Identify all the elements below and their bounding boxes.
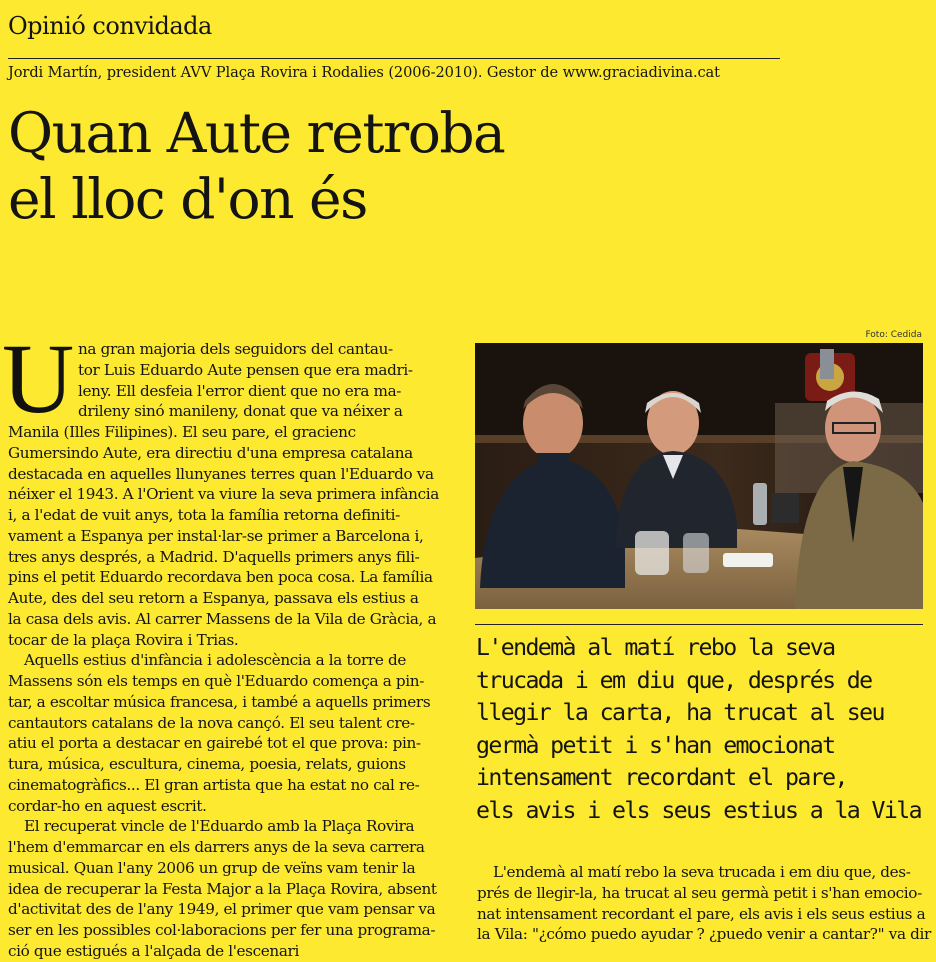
article-line: cantautors catalans de la nova cançó. El seu talent cre-: [8, 713, 415, 732]
article-line: na gran majoria dels seguidors del cantau-: [78, 340, 393, 358]
article-line: la casa dels avis. Al carrer Massens de la Vila de Gràcia, a: [8, 609, 437, 628]
header-divider: [8, 58, 780, 59]
article-line: Gumersindo Aute, era directiu d'una empresa catalana: [8, 443, 413, 462]
photo-illustration: [475, 343, 923, 609]
article-line: néixer el 1943. A l'Orient va viure la seva primera infància: [8, 485, 439, 504]
article-left-column: [8, 339, 439, 962]
author-byline: Jordi Martín, president AVV Plaça Rovira i Rodalies (2006-2010). Gestor de www.graciadivina.cat: [8, 64, 720, 81]
article-line: tocar de la plaça Rovira i Trias.: [8, 630, 239, 649]
article-line: Massens són els temps en què l'Eduardo comença a pin-: [8, 672, 425, 690]
article-line: ció que estigués a l'alçada de l'escenari: [8, 941, 299, 960]
article-line: drileny sinó manileny, donat que va néixer a: [78, 402, 403, 421]
article-line: prés de llegir-la, ha trucat al seu germà petit i s'han emocio-: [477, 883, 922, 902]
article-line: tar, a escoltar música francesa, i també a aquells primers: [8, 692, 431, 711]
article-line: idea de recuperar la Festa Major a la Plaça Rovira, absent: [8, 879, 437, 898]
article-line: destacada en aquelles llunyanes terres quan l'Eduardo va: [8, 464, 434, 483]
article-line: El recuperat vincle de l'Eduardo amb la Plaça Rovira: [24, 817, 415, 836]
article-line: Aute, des del seu retorn a Espanya, passava els estius a: [8, 589, 419, 607]
article-line: ser en les possibles col·laboracions per fer una programa-: [8, 921, 436, 939]
article-line: tres anys després, a Madrid. D'aquells primers anys fili-: [8, 547, 420, 566]
headline-line: Quan Aute retroba: [8, 101, 505, 165]
article-line: l'hem d'emmarcar en els darrers anys de la seva carrera: [8, 838, 425, 856]
article-line: cinematogràfics... El gran artista que ha estat no cal re-: [8, 775, 420, 794]
article-line: L'endemà al matí rebo la seva trucada i em diu que, des-: [493, 863, 911, 881]
section-title: Opinió convidada: [8, 12, 212, 40]
article-line: musical. Quan l'any 2006 un grup de veïns vam tenir la: [8, 858, 416, 877]
article-line: cordar-ho en aquest escrit.: [8, 796, 207, 815]
pull-quote-line: germà petit i s'han emocionat: [476, 731, 835, 759]
headline-line: el lloc d'on és: [8, 167, 367, 231]
article-line: leny. Ell desfeia l'error dient que no era ma-: [78, 381, 402, 400]
pull-quote-line: trucada i em diu que, després de: [476, 666, 872, 694]
pull-quote-line: L'endemà al matí rebo la seva: [476, 634, 835, 661]
article-line: Manila (Illes Filipines). El seu pare, el gracienc: [8, 423, 356, 441]
pull-quote: [476, 632, 921, 828]
photo-credit: Foto: Cedida: [865, 330, 922, 340]
article-line: i, a l'edat de vuit anys, tota la família retorna definiti-: [8, 506, 400, 524]
article-line: vament a Espanya per instal·lar-se primer a Barcelona i,: [8, 526, 424, 545]
quote-divider: [475, 624, 923, 625]
headline: [8, 100, 504, 232]
article-line: Aquells estius d'infància i adolescència a la torre de: [24, 651, 406, 670]
article-line: pins el petit Eduardo recordava ben poca cosa. La família: [8, 568, 433, 587]
pull-quote-line: intensament recordant el pare,: [476, 764, 847, 792]
article-line: d'activitat des de l'any 1949, el primer que vam pensar va: [8, 900, 436, 919]
article-line: nat intensament recordant el pare, els avis i els seus estius a: [477, 904, 926, 923]
pull-quote-line: llegir la carta, ha trucat al seu: [476, 699, 884, 727]
article-line: la Vila: "¿cómo puedo ayudar ? ¿puedo venir a cantar?" va dir: [477, 925, 931, 944]
article-right-column: [477, 862, 931, 945]
photo: [475, 343, 923, 609]
pull-quote-line: els avis i els seus estius a la Vila: [476, 796, 921, 824]
article-line: tor Luis Eduardo Aute pensen que era madri-: [78, 360, 413, 379]
drop-cap: U: [2, 323, 75, 434]
article-line: tura, música, escultura, cinema, poesia, relats, guions: [8, 755, 406, 773]
article-line: atiu el porta a destacar en gairebé tot el que prova: pin-: [8, 734, 421, 753]
